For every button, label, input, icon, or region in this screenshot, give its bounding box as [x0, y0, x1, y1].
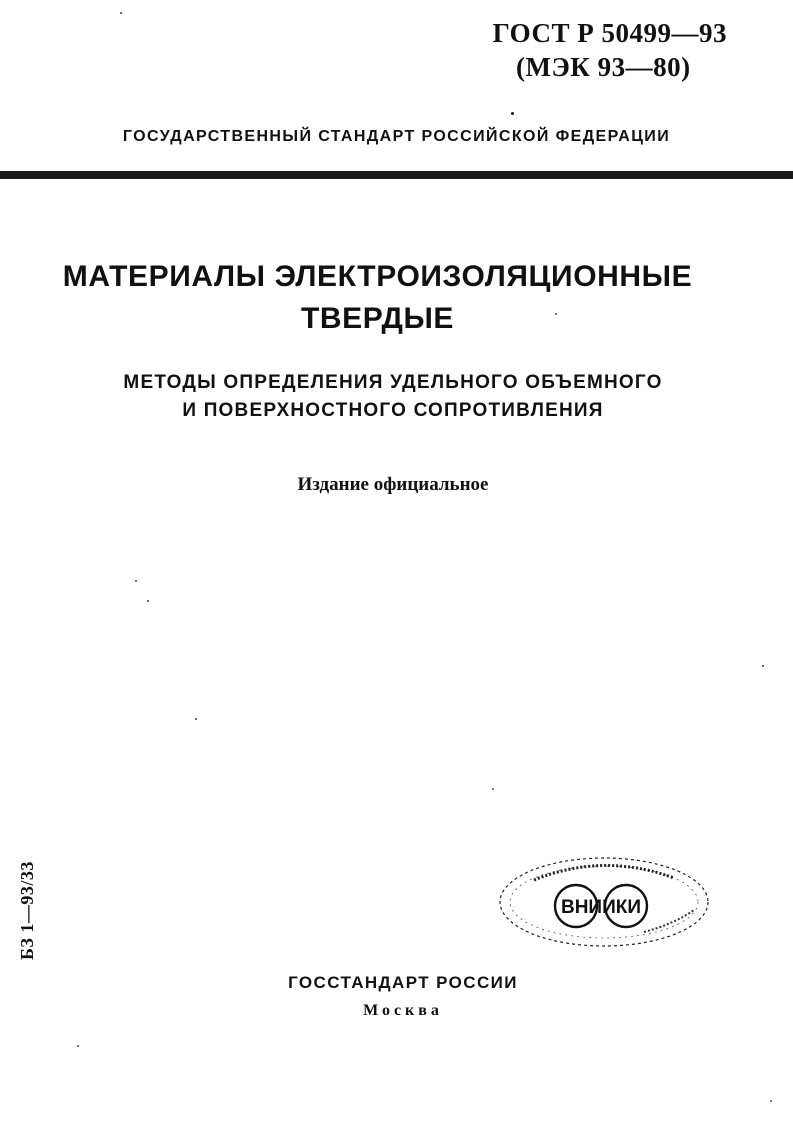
stamp-seal — [494, 852, 716, 952]
header-rule — [0, 171, 793, 179]
subtitle-line-1: МЕТОДЫ ОПРЕДЕЛЕНИЯ УДЕЛЬНОГО ОБЪЕМНОГО — [123, 372, 663, 393]
stamp-text: ВНИИКИ — [560, 897, 642, 918]
subtitle-line-2: И ПОВЕРХНОСТНОГО СОПРОТИВЛЕНИЯ — [182, 400, 604, 421]
title-line-1: МАТЕРИАЛЫ ЭЛЕКТРОИЗОЛЯЦИОННЫЕ — [62, 260, 693, 293]
publisher-name: ГОССТАНДАРТ РОССИИ — [288, 973, 518, 992]
publisher-city: Москва — [363, 1002, 443, 1019]
document-title — [0, 256, 755, 340]
side-mark: БЗ 1—93/33 — [17, 861, 37, 960]
standard-code: ГОСТ Р 50499—93 — [492, 18, 727, 48]
iec-code: (МЭК 93—80) — [516, 52, 691, 82]
title-line-2: ТВЕРДЫЕ — [300, 302, 455, 335]
document-subtitle — [0, 369, 786, 425]
document-header: ГОСУДАРСТВЕННЫЙ СТАНДАРТ РОССИЙСКОЙ ФЕДЕРАЦИИ — [122, 128, 671, 145]
edition-label: Издание официальное — [297, 474, 489, 495]
ink-dot — [511, 112, 514, 115]
